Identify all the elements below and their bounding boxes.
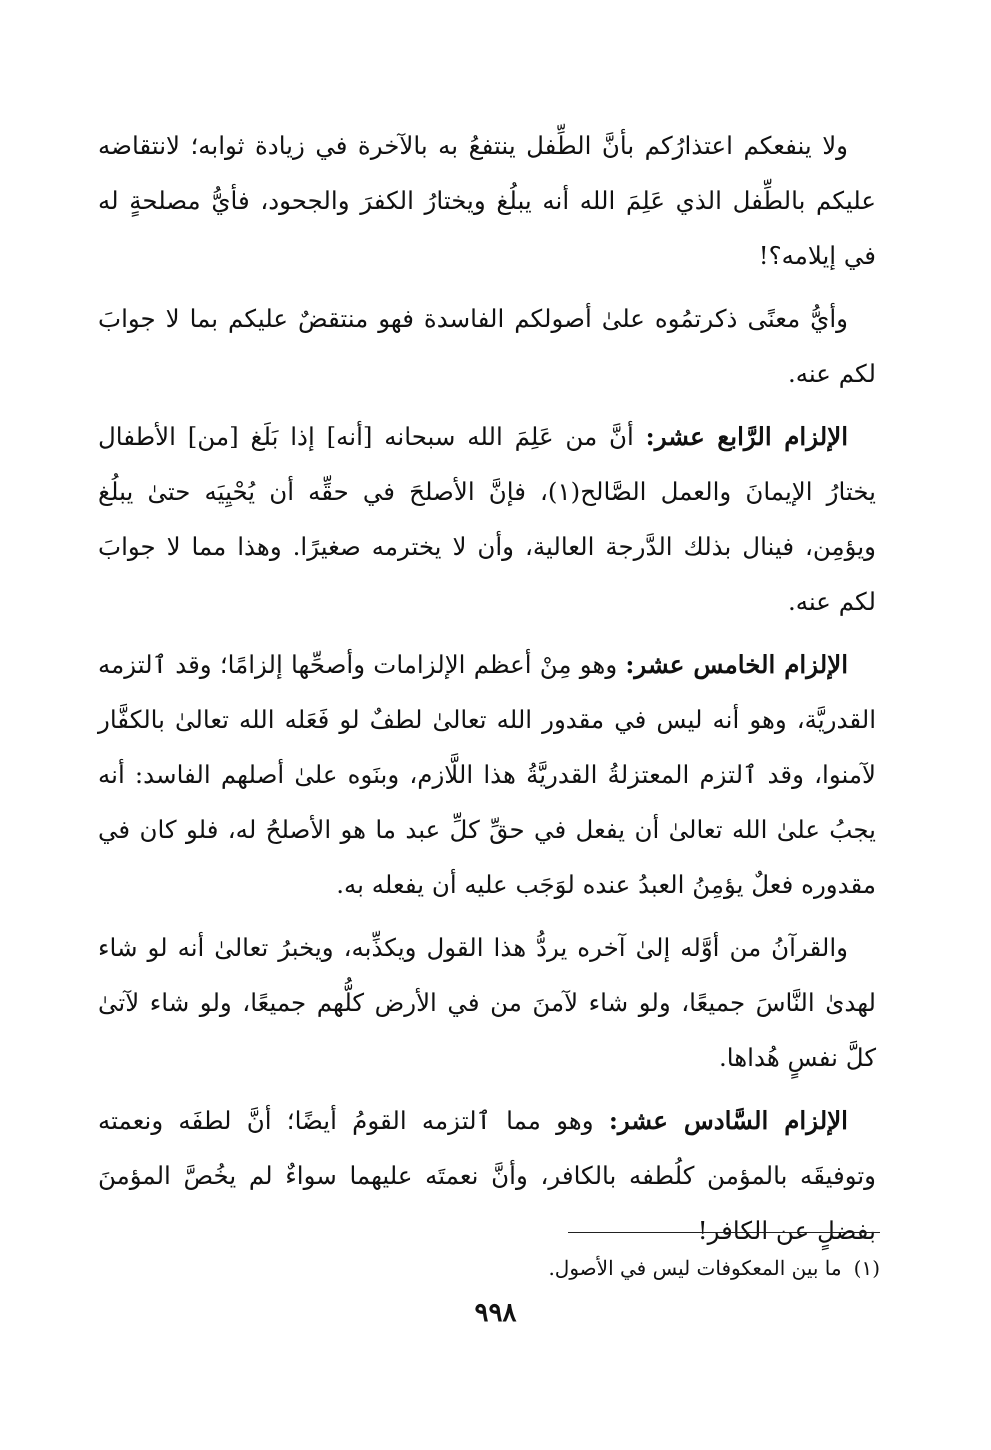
paragraph-text: والقرآنُ من أوَّله إلىٰ آخره يردُّ هذا القول ويكذِّبه، ويخبرُ تعالىٰ أنه لو شاء لهدىٰ النَّاسَ جميعًا، ولو شاء لآمنَ من في الأرض كلُّهم جميعًا، ولو شاء لآتىٰ كلَّ نفسٍ هُداها. (98, 933, 876, 1072)
paragraph-heading: الإلزام الرَّابع عشر: (645, 422, 849, 451)
paragraph-heading: الإلزام الخامس عشر: (625, 650, 848, 679)
footnote-number: (١) (853, 1256, 880, 1280)
page-number: ٩٩٨ (474, 1298, 517, 1328)
footnote (180, 1250, 880, 1286)
paragraph (98, 118, 876, 283)
paragraph-text: وأيُّ معنًى ذكرتمُوه علىٰ أصولكم الفاسدة فهو منتقضٌ عليكم بما لا جوابَ لكم عنه. (98, 304, 876, 388)
paragraph (98, 291, 876, 401)
paragraph-text: أنَّ من عَلِمَ الله سبحانه [أنه] إذا بَلَغ [من] الأطفال يختارُ الإيمانَ والعمل الصَّالح(١)، فإنَّ الأصلحَ في حقِّه أن يُحْيِيَه حتىٰ يبلُغ ويؤمِن، فينال بذلك الدَّرجة العالية، وأن لا يخترمه صغيرًا. وهذا مما لا جوابَ لكم عنه. (98, 422, 876, 616)
paragraph (98, 409, 876, 629)
footnote-divider (568, 1232, 880, 1233)
paragraph-text: وهو مِنْ أعظم الإلزامات وأصحِّها إلزامًا؛ وقد ٱلتزمه القدريَّة، وهو أنه ليس في مقدور الله تعالىٰ لطفٌ لو فَعَله الله تعالىٰ بالكفَّار لآمنوا، وقد ٱلتزم المعتزلةُ القدريَّةُ هذا اللَّازم، وبنَوه علىٰ أصلهم الفاسد: أنه يجبُ علىٰ الله تعالىٰ أن يفعل في حقِّ كلِّ عبد ما هو الأصلحُ له، فلو كان في مقدوره فعلٌ يؤمِنُ العبدُ عنده لوَجَب عليه أن يفعله به. (98, 650, 876, 899)
paragraph-text: وهو مما ٱلتزمه القومُ أيضًا؛ أنَّ لطفَه ونعمته وتوفيقَه بالمؤمن كلُطفه بالكافر، وأنَّ نعمتَه عليهما سواءٌ لم يخُصَّ المؤمنَ بفضلٍ عن الكافر! (98, 1106, 876, 1245)
footnote-text: ما بين المعكوفات ليس في الأصول. (548, 1256, 842, 1280)
paragraph (98, 1093, 876, 1258)
page-body (98, 118, 876, 1266)
paragraph-text: ولا ينفعكم اعتذارُكم بأنَّ الطِّفل ينتفعُ به بالآخرة في زيادة ثوابه؛ لانتقاضه عليكم بالطِّفل الذي عَلِمَ الله أنه يبلُغ ويختارُ الكفرَ والجحود، فأيُّ مصلحةٍ له في إيلامه؟! (98, 131, 876, 270)
paragraph (98, 920, 876, 1085)
paragraph (98, 637, 876, 912)
paragraph-heading: الإلزام السَّادس عشر: (608, 1106, 848, 1135)
